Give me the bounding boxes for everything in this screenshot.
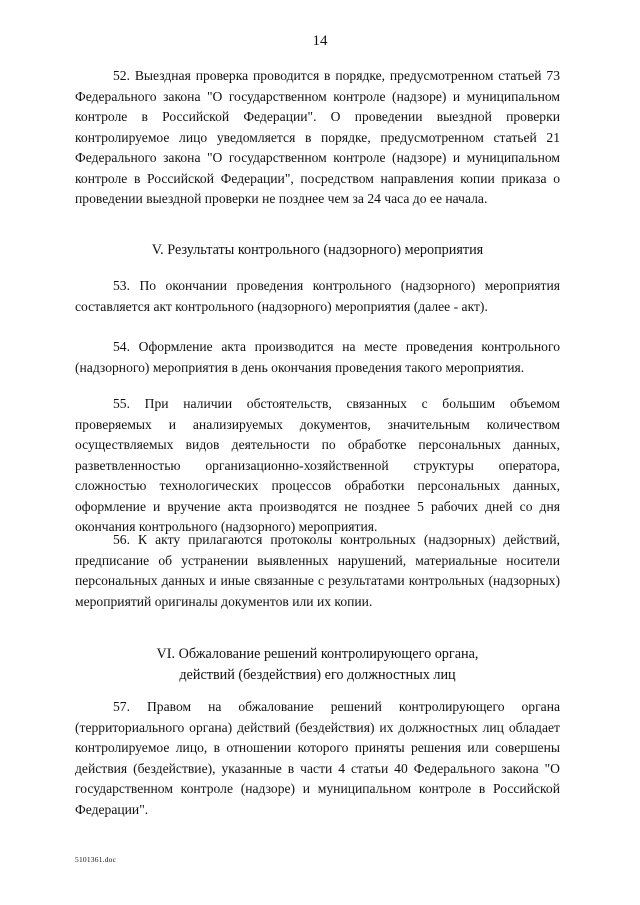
paragraph-56: 56. К акту прилагаются протоколы контрольных (надзорных) действий, предписание об устранении выявленных нарушений, материальные носители персональных данных и иные связанные с результатами контрольных (надзорных) мероприятий оригиналы документов или их копии. bbox=[75, 532, 560, 609]
paragraph-54: 54. Оформление акта производится на месте проведения контрольного (надзорного) мероприятия в день окончания проведения такого мероприятия. bbox=[75, 339, 560, 375]
paragraph-55: 55. При наличии обстоятельств, связанных с большим объемом проверяемых и анализируемых документов, значительным количеством осуществляемых видов деятельности по обработке персональных данных, разветвленностью организационно-хозяйственной структуры оператора, сложностью технологических процессов обработки персональных данных, оформление и вручение акта производятся не позднее 5 рабочих дней со дня окончания контрольного (надзорного) мероприятия. bbox=[75, 396, 560, 534]
document-filename: 5101361.doc bbox=[75, 855, 117, 864]
page-number: 14 bbox=[312, 33, 328, 49]
section-heading-vi-line2: действий (бездействия) его должностных лиц bbox=[179, 666, 456, 683]
paragraph-53: 53. По окончании проведения контрольного (надзорного) мероприятия составляется акт контрольного (надзорного) мероприятия (далее - акт). bbox=[75, 278, 560, 314]
paragraph-52: 52. Выездная проверка проводится в порядке, предусмотренном статьей 73 Федерального закона "О государственном контроле (надзоре) и муниципальном контроле в Российской Федерации". О проведении выездной проверки контролируемое лицо уведомляется в порядке, предусмотренном статьей 21 Федерального закона "О государственном контроле (надзоре) и муниципальном контроле в Российской Федерации", посредством направления копии приказа о проведении выездной проверки не позднее чем за 24 часа до ее начала. bbox=[75, 68, 560, 206]
section-heading-v: V. Результаты контрольного (надзорного) мероприятия bbox=[151, 242, 484, 258]
section-heading-vi bbox=[75, 644, 560, 685]
section-heading-vi-line1: VI. Обжалование решений контролирующего органа, bbox=[156, 646, 479, 662]
paragraph-57: 57. Правом на обжалование решений контролирующего органа (территориального органа) действий (бездействия) их должностных лиц обладает контролируемое лицо, в отношении которого приняты решения или совершены действия (бездействие), указанные в части 4 статьи 40 Федерального закона "О государственном контроле (надзоре) и муниципальном контроле в Российской Федерации". bbox=[75, 699, 560, 817]
